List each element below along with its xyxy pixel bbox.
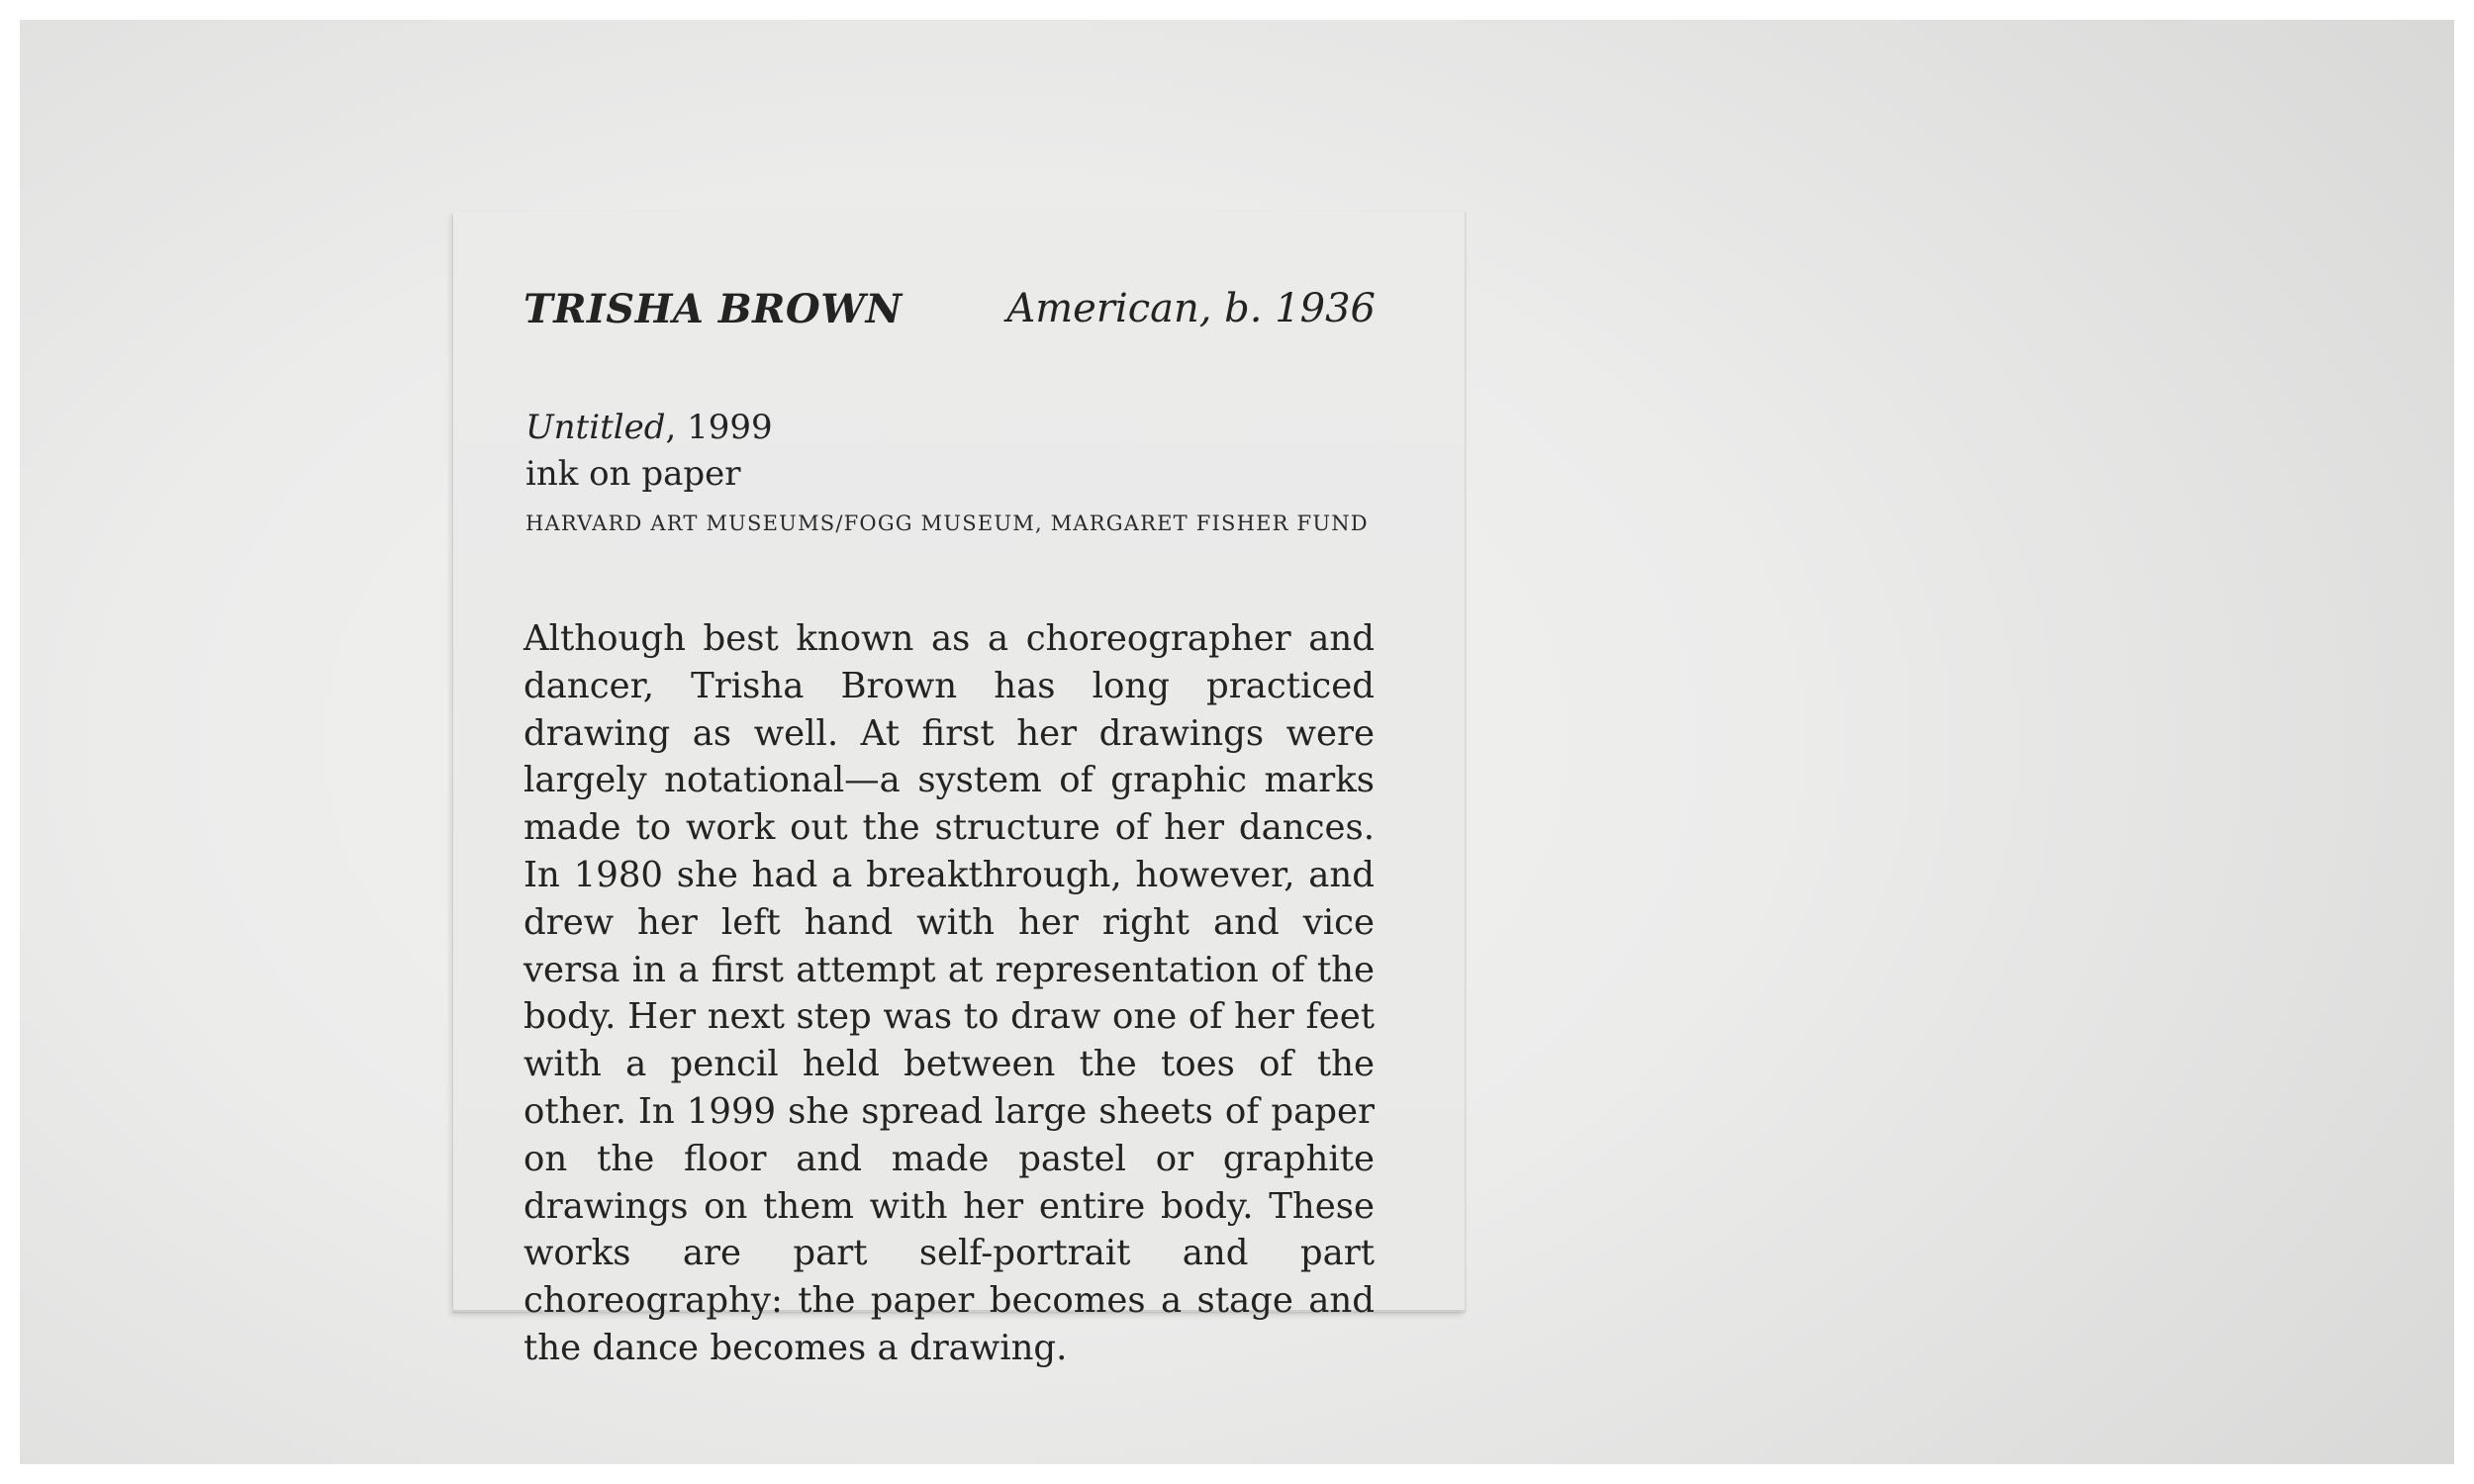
artwork-title-line bbox=[525, 408, 773, 447]
artwork-year: , 1999 bbox=[665, 408, 773, 447]
museum-wall-label bbox=[453, 212, 1466, 1368]
gallery-wall bbox=[20, 20, 2454, 1464]
artwork-title: Untitled bbox=[525, 408, 666, 447]
artwork-medium: ink on paper bbox=[525, 454, 741, 494]
label-description: Although best known as a choreographer and dancer, Trisha Brown has long practiced drawing as well. At first her drawings were largely notational—a system of graphic marks made to work out the structure of her dances. In 1980 she had a breakthrough, however, and drew her left hand with her right and vice versa in a first attempt at representation of the body. Her next step was to draw one of her feet with a pencil held between the toes of the other. In 1999 she spread large sheets of paper on the floor and made pastel or graphite drawings on them with her entire body. These works are part self-portrait and part choreography: the paper becomes a stage and the dance becomes a drawing. bbox=[523, 618, 1375, 1368]
artist-nationality: American, b. 1936 bbox=[1006, 286, 1376, 331]
credit-line: HARVARD ART MUSEUMS/FOGG MUSEUM, MARGARET FISHER FUND bbox=[525, 511, 1369, 535]
artist-name: TRISHA BROWN bbox=[523, 286, 903, 332]
